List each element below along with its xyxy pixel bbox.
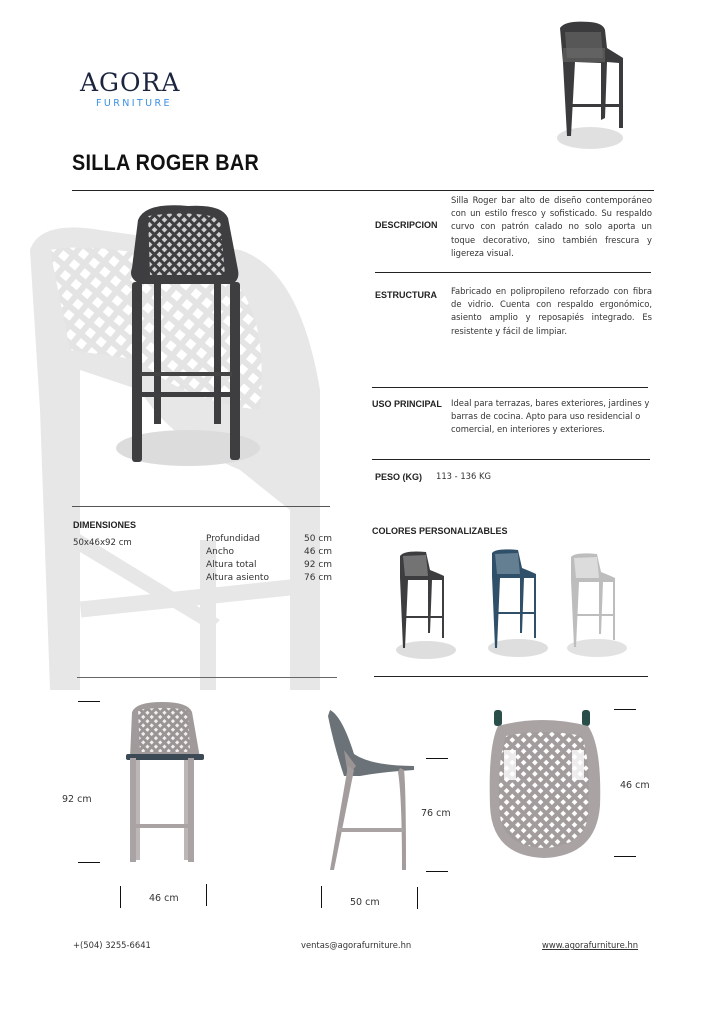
dim-row bbox=[206, 572, 336, 585]
top-width-tick-top bbox=[614, 709, 636, 710]
dim-row bbox=[206, 533, 336, 546]
front-height-label: 92 cm bbox=[62, 794, 92, 805]
dimensiones-divider-top bbox=[72, 506, 330, 507]
dim-name: Ancho bbox=[206, 547, 235, 557]
estructura-label: ESTRUCTURA bbox=[375, 290, 437, 300]
peso-label: PESO (KG) bbox=[375, 472, 423, 482]
front-width-tick-right bbox=[206, 884, 207, 906]
front-width-tick-left bbox=[120, 886, 121, 908]
side-seat-tick-top bbox=[426, 758, 448, 759]
descripcion-label: DESCRIPCION bbox=[375, 220, 438, 230]
dim-name: Altura total bbox=[206, 560, 257, 570]
dimensiones-label: DIMENSIONES bbox=[73, 520, 137, 530]
front-width-label: 46 cm bbox=[149, 893, 179, 904]
side-view-drawing bbox=[322, 706, 422, 876]
dim-value: 76 cm bbox=[304, 573, 333, 583]
side-depth-tick-right bbox=[417, 887, 418, 909]
side-depth-tick-left bbox=[321, 886, 322, 908]
dim-value: 46 cm bbox=[304, 547, 333, 557]
top-view-drawing bbox=[484, 706, 604, 866]
front-height-tick-bottom bbox=[78, 862, 100, 863]
descripcion-text: Silla Roger bar alto de diseño contemporáneo con un estilo fresco y sofisticado. Su respaldo curvo con patrón calado no solo aporta un toque decorativo, sino también frescura y ligereza visual. bbox=[451, 195, 652, 258]
color-swatch-anthracite[interactable] bbox=[392, 548, 462, 663]
top-width-label: 46 cm bbox=[620, 780, 650, 791]
colores-label: COLORES PERSONALIZABLES bbox=[372, 526, 508, 536]
footer-phone[interactable]: +(504) 3255-6641 bbox=[73, 940, 151, 950]
dimensiones-summary: 50x46x92 cm bbox=[73, 538, 132, 548]
product-thumbnail-image bbox=[545, 18, 635, 153]
uso-principal-text: Ideal para terrazas, bares exteriores, jardines y barras de cocina. Apto para uso residencial o comercial, en interiores y exteriores. bbox=[451, 398, 650, 435]
dim-value: 92 cm bbox=[304, 560, 333, 570]
product-title: SILLA ROGER BAR bbox=[72, 150, 260, 175]
side-seat-height-label: 76 cm bbox=[421, 808, 451, 819]
brand-logo-name: AGORA bbox=[80, 68, 181, 97]
uso-divider-top bbox=[372, 387, 648, 388]
descripcion-divider bbox=[375, 272, 651, 273]
estructura-text: Fabricado en polipropileno reforzado con fibra de vidrio. Cuenta con respaldo ergonómico, asiento amplio y reposapiés integrado. Es resistente y fácil de limpiar. bbox=[451, 286, 652, 336]
dim-row bbox=[206, 546, 336, 559]
front-height-tick-top bbox=[78, 701, 100, 702]
color-swatch-light-grey[interactable] bbox=[563, 552, 633, 667]
side-seat-tick-bottom bbox=[426, 871, 448, 872]
colores-divider-bottom bbox=[374, 676, 648, 677]
uso-principal-label: USO PRINCIPAL bbox=[372, 399, 442, 409]
side-depth-label: 50 cm bbox=[350, 897, 380, 908]
footer-website-link[interactable]: www.agorafurniture.hn bbox=[542, 940, 639, 950]
title-divider bbox=[72, 190, 654, 191]
brand-logo-tagline: FURNITURE bbox=[96, 98, 172, 109]
top-width-tick-bottom bbox=[614, 856, 636, 857]
peso-value: 113 - 136 KG bbox=[436, 471, 491, 481]
footer-email[interactable]: ventas@agorafurniture.hn bbox=[301, 940, 412, 950]
front-view-drawing bbox=[122, 700, 208, 865]
dimensiones-table bbox=[206, 533, 336, 585]
dim-name: Profundidad bbox=[206, 534, 261, 544]
dim-name: Altura asiento bbox=[206, 573, 269, 583]
footer-website[interactable] bbox=[542, 940, 638, 950]
uso-divider-bottom bbox=[372, 459, 650, 460]
dimensiones-divider-bottom bbox=[77, 677, 337, 678]
color-swatch-blue[interactable] bbox=[484, 548, 554, 663]
dim-value: 50 cm bbox=[304, 534, 333, 544]
product-main-image bbox=[110, 200, 270, 470]
dim-row bbox=[206, 559, 336, 572]
